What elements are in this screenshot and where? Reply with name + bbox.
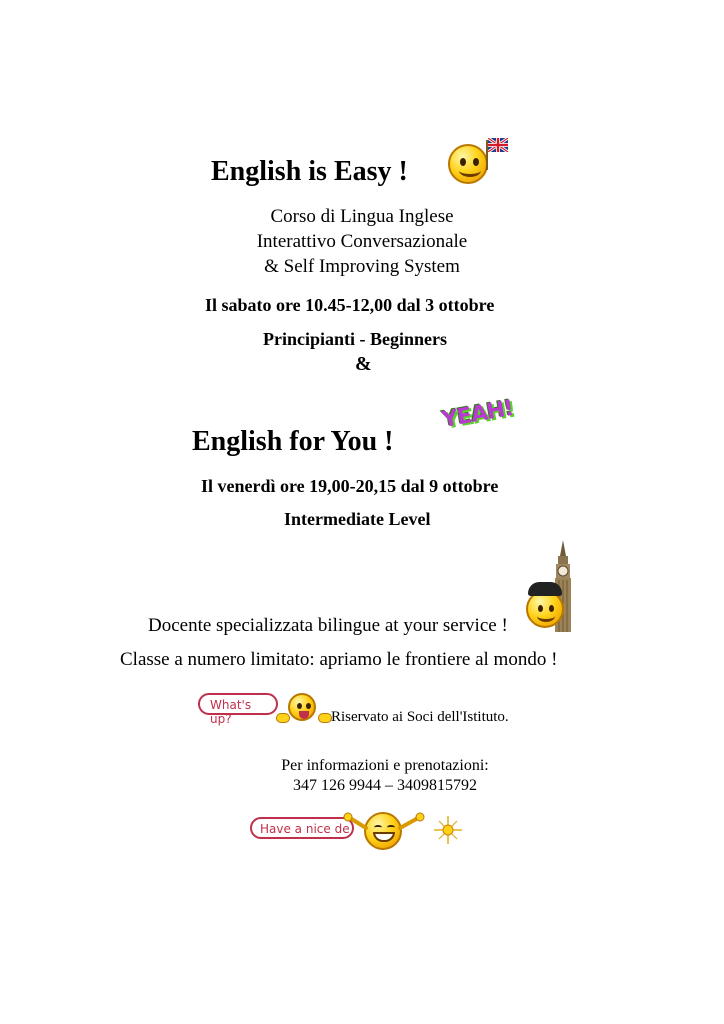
have-a-nice-day-bubble: Have a nice de xyxy=(250,817,354,839)
have-a-nice-day-smiley-icon xyxy=(340,808,470,852)
big-ben-smiley-icon xyxy=(520,540,580,635)
beginners-level: Principianti - Beginners xyxy=(263,329,447,349)
smiley-with-uk-flag-icon xyxy=(448,136,510,188)
friday-schedule: Il venerdì ore 19,00-20,15 dal 9 ottobre xyxy=(201,476,499,496)
saturday-schedule: Il sabato ore 10.45-12,00 dal 3 ottobre xyxy=(205,295,495,315)
whats-up-bubble: What's up? xyxy=(198,693,278,715)
yeah-sticker-icon: YEAH! xyxy=(440,395,516,434)
course-description xyxy=(200,204,524,279)
info-block xyxy=(240,756,530,796)
reserved-line: Riservato ai Soci dell'Istituto. xyxy=(331,709,509,725)
title-english-is-easy: English is Easy ! xyxy=(211,156,408,187)
subtitle-line-1: Corso di Lingua Inglese xyxy=(270,206,454,227)
ampersand: & xyxy=(355,353,372,375)
phone-numbers: 347 126 9944 – 3409815792 xyxy=(293,777,477,794)
whats-up-smiley-icon xyxy=(276,693,332,723)
title-english-for-you: English for You ! xyxy=(192,426,394,457)
subtitle-line-2: Interattivo Conversazionale xyxy=(256,231,468,252)
intermediate-level: Intermediate Level xyxy=(284,509,431,529)
teacher-line: Docente specializzata bilingue at your service ! xyxy=(148,615,508,636)
subtitle-line-3: & Self Improving System xyxy=(264,256,460,277)
info-label: Per informazioni e prenotazioni: xyxy=(281,757,489,774)
class-size-line: Classe a numero limitato: apriamo le frontiere al mondo ! xyxy=(120,649,558,670)
